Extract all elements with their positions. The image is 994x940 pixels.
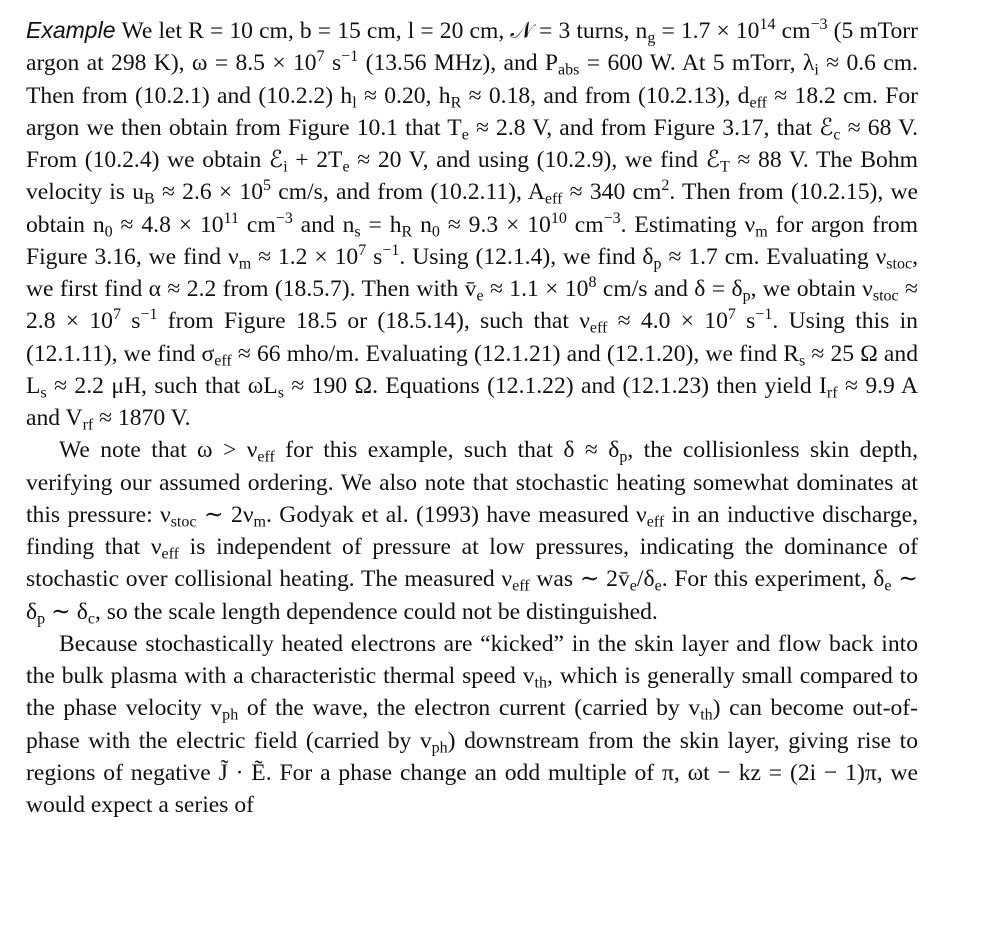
- paragraph-1-text: We let R = 10 cm, b = 15 cm, l = 20 cm, 𝒩 = 3 turns, $n_g = 1.7 \times 10^{14}$ $cm^{-3}$ (5 mTorr argon at 298 K), $\omega = 8.5 \times 10^7$ $s^{-1}$ (13.56 MHz), and $P_{abs} = 600$ W. At 5 mTorr, $\lambda_i \approx 0.6$ cm. Then from (10.2.1) and (10.2.2) $h_l \approx 0.20$, $h_R \approx 0.18$, and from (10.2.13), $d_{eff} \approx 18.2$ cm. For argon we then obtain from Figure 10.1 that $T_e \approx 2.8$ V, and from Figure 3.17, that ℰ$_c$ ≈ 68 V. From (10.2.4) we obtain ℰ$_i$ + $2T_e \approx 20$ V, and using (10.2.9), we find ℰ$_T$ ≈ 88 V. The Bohm velocity is $u_B \approx 2.6 \times 10^5$ cm/s, and from (10.2.11), $A_{eff} \approx 340$ $cm^2$. Then from (10.2.15), we obtain $n_0 \approx 4.8 \times 10^{11}$ $cm^{-3}$ and $n_s = h_R$ $n_0 \approx 9.3 \times 10^{10}$ $cm^{-3}$. Estimating $\nu_m$ for argon from Figure 3.16, we find $\nu_m \approx 1.2 \times 10^7$ $s^{-1}$. Using (12.1.4), we find $\delta_p \approx 1.7$ cm. Evaluating $\nu_{stoc}$, we first find α ≈ 2.2 from (18.5.7). Then with $v̄_e \approx 1.1 \times 10^8$ cm/s and $\delta = \delta_p$, we obtain $\nu_{stoc} \approx 2.8 \times 10^7$ $s^{-1}$ from Figure 18.5 or (18.5.14), such that $\nu_{eff} \approx 4.0 \times 10^7$ $s^{-1}$. Using this in (12.1.11), we find $\sigma_{eff} \approx 66$ mho/m. Evaluating (12.1.21) and (12.1.20), we find $R_s \approx 25$ Ω and $L_s \approx 2.2$ μH, such that $\omega L_s \approx 190$ Ω. Equations (12.1.22) and (12.1.23) then yield $I_{rf} \approx 9.9$ A and $V_{rf} \approx 1870$ V.: [26, 16, 919, 434]
- paragraph-2-text: We note that $\omega > \nu_{eff}$ for this example, such that $\delta \approx \delta_p$, the collisionless skin depth, verifying our assumed ordering. We also note that stochastic heating somewhat dominates at this pressure: $\nu_{stoc}$ ∼ $2\nu_m$. Godyak et al. (1993) have measured $\nu_{eff}$ in an inductive discharge, finding that $\nu_{eff}$ is independent of pressure at low pressures, indicating the dominance of stochastic over collisional heating. The measured $\nu_{eff}$ was ∼ $2v̄_e/\delta_e$. For this experiment, $\delta_e$ ∼ $\delta_p$ ∼ $\delta_c$, so the scale length dependence could not be distinguished.: [26, 437, 919, 627]
- paragraph-collisionless: [26, 434, 918, 628]
- paragraph-stochastic: [26, 628, 918, 822]
- paragraph-example: [26, 14, 918, 434]
- example-label: Example: [26, 17, 116, 43]
- paragraph-3-text: Because stochastically heated electrons are “kicked” in the skin layer and flow back into the bulk plasma with a characteristic thermal speed $v_{th}$, which is generally small compared to the phase velocity $v_{ph}$ of the wave, the electron current (carried by $v_{th}$) can become out-of-phase with the electric field (carried by $v_{ph}$) downstream from the skin layer, giving rise to regions of negative J̃ · Ẽ. For a phase change an odd multiple of π, ωt − kz = (2i − 1)π, we would expect a series of: [26, 630, 918, 818]
